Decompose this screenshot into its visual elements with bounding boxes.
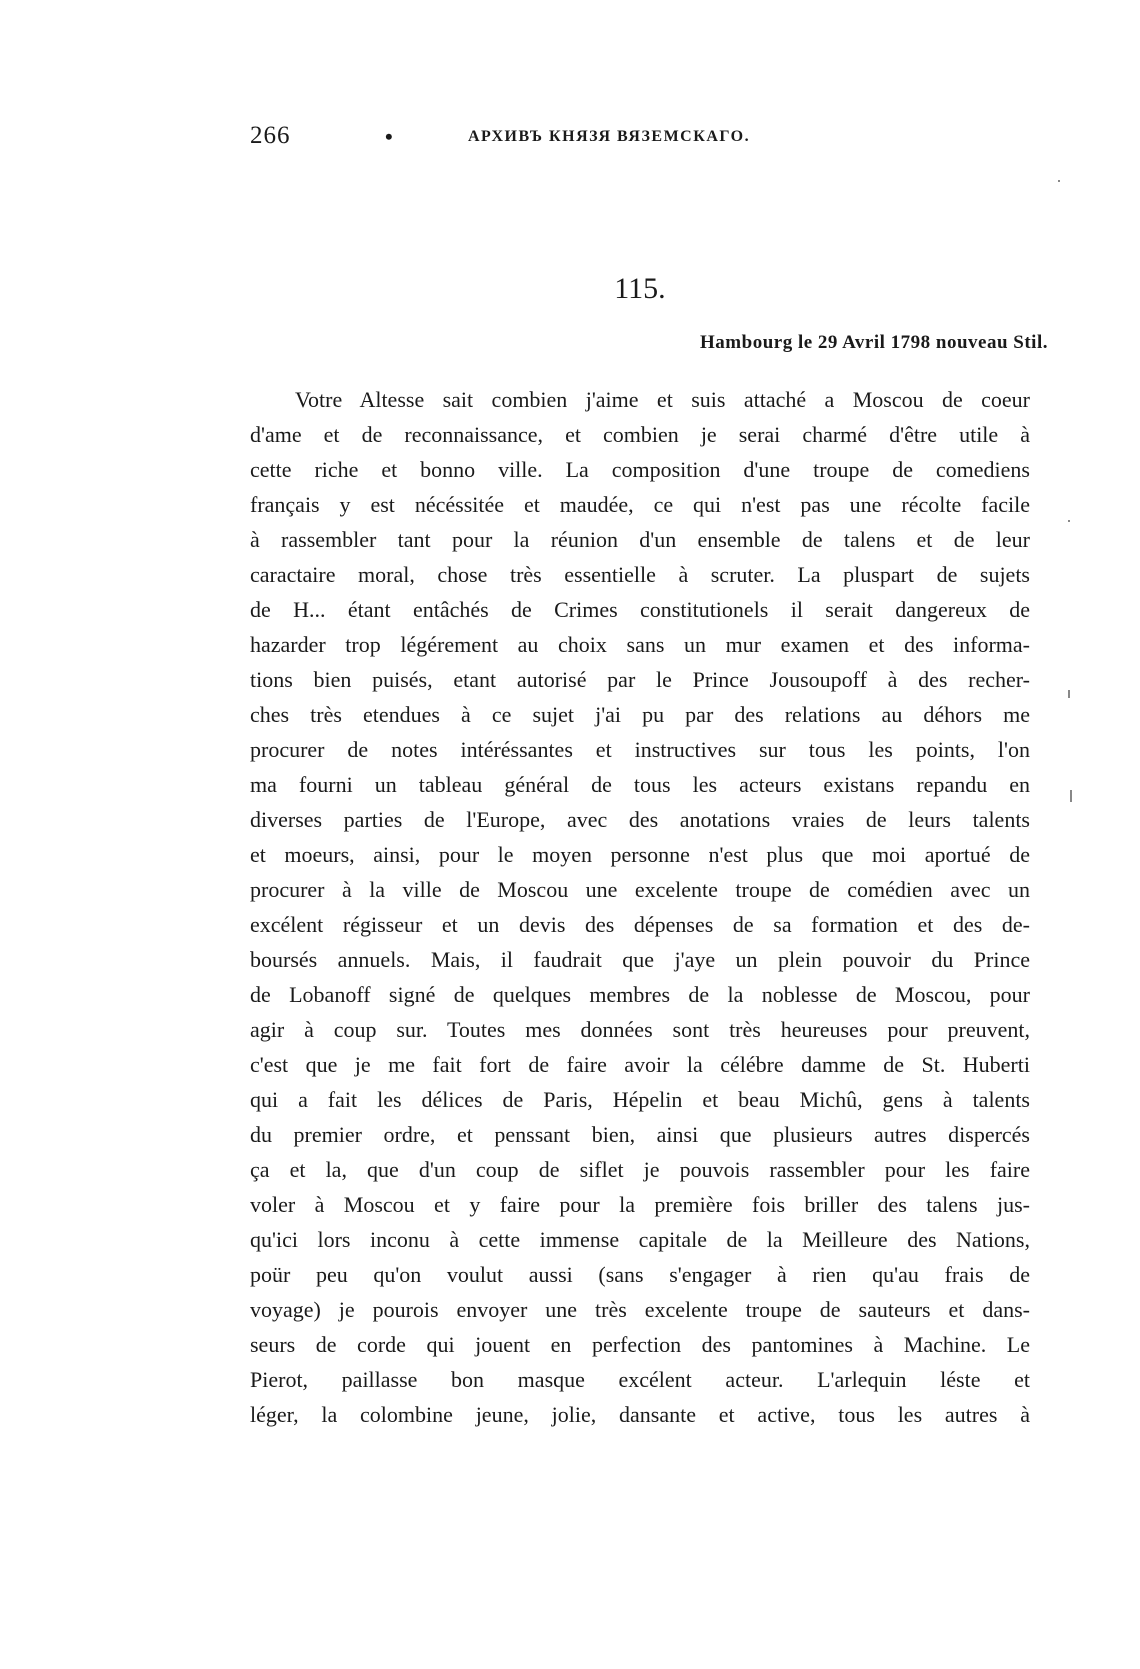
body-line: voyage) je pourois envoyer une très excelente troupe de sauteurs et dans- <box>250 1297 1030 1322</box>
body-line: caractaire moral, chose très essentielle à scruter. La pluspart de sujets <box>250 562 1030 587</box>
body-line: ma fourni un tableau général de tous les acteurs existans repandu en <box>250 772 1030 797</box>
body-line: à rassembler tant pour la réunion d'un ensemble de talens et de leur <box>250 527 1030 552</box>
scan-speck <box>1070 790 1072 802</box>
body-line: cette riche et bonno ville. La composition d'une troupe de comediens <box>250 457 1030 482</box>
page-number: 266 <box>250 122 291 149</box>
body-line: procurer à la ville de Moscou une excelente troupe de comédien avec un <box>250 877 1030 902</box>
body-line: ça et la, que d'un coup de siflet je pouvois rassembler pour les faire <box>250 1157 1030 1182</box>
body-line: du premier ordre, et penssant bien, ainsi que plusieurs autres dispercés <box>250 1122 1030 1147</box>
body-line: de Lobanoff signé de quelques membres de la noblesse de Moscou, pour <box>250 982 1030 1007</box>
scan-speck <box>1068 690 1070 698</box>
body-line: diverses parties de l'Europe, avec des anotations vraies de leurs talents <box>250 807 1030 832</box>
body-line: agir à coup sur. Toutes mes données sont très heureuses pour preuvent, <box>250 1017 1030 1042</box>
body-line: qui a fait les délices de Paris, Hépelin et beau Michû, gens à talents <box>250 1087 1030 1112</box>
body-line: Pierot, paillasse bon masque excélent acteur. L'arlequin léste et <box>250 1367 1030 1392</box>
running-title: АРХИВЪ КНЯЗЯ ВЯЗЕМСКАГО. <box>468 128 751 145</box>
body-line: procurer de notes intéréssantes et instructives sur tous les points, l'on <box>250 737 1030 762</box>
letter-body <box>250 382 1030 1432</box>
letter-number: 115. <box>614 272 666 305</box>
body-line: français y est nécéssitée et maudée, ce qui n'est pas une récolte facile <box>250 492 1030 517</box>
body-line: seurs de corde qui jouent en perfection des pantomines à Machine. Le <box>250 1332 1030 1357</box>
body-line: poür peu qu'on voulut aussi (sans s'engager à rien qu'au frais de <box>250 1262 1030 1287</box>
scan-speck <box>1058 180 1060 182</box>
body-line: voler à Moscou et y faire pour la première fois briller des talens jus- <box>250 1192 1030 1217</box>
body-line: ches très etendues à ce sujet j'ai pu par des relations au déhors me <box>250 702 1030 727</box>
body-line: Votre Altesse sait combien j'aime et suis attaché a Moscou de coeur <box>295 387 1030 412</box>
body-line: boursés annuels. Mais, il faudrait que j'aye un plein pouvoir du Prince <box>250 947 1030 972</box>
body-line: d'ame et de reconnaissance, et combien je serai charmé d'être utile à <box>250 422 1030 447</box>
body-line: tions bien puisés, etant autorisé par le Prince Jousoupoff à des recher- <box>250 667 1030 692</box>
body-line: léger, la colombine jeune, jolie, dansante et active, tous les autres à <box>250 1402 1030 1427</box>
body-line: de H... étant entâchés de Crimes constitutionels il serait dangereux de <box>250 597 1030 622</box>
scan-speck <box>1068 520 1070 522</box>
header-dot: • <box>385 124 393 149</box>
body-line: excélent régisseur et un devis des dépenses de sa formation et des de- <box>250 912 1030 937</box>
body-line: c'est que je me fait fort de faire avoir la célébre damme de St. Huberti <box>250 1052 1030 1077</box>
body-line: et moeurs, ainsi, pour le moyen personne n'est plus que moi aportué de <box>250 842 1030 867</box>
body-line: hazarder trop légérement au choix sans un mur examen et des informa- <box>250 632 1030 657</box>
letter-dateline: Hambourg le 29 Avril 1798 nouveau Stil. <box>700 332 1048 353</box>
page-header <box>250 122 1050 162</box>
body-line: qu'ici lors inconu à cette immense capitale de la Meilleure des Nations, <box>250 1227 1030 1252</box>
